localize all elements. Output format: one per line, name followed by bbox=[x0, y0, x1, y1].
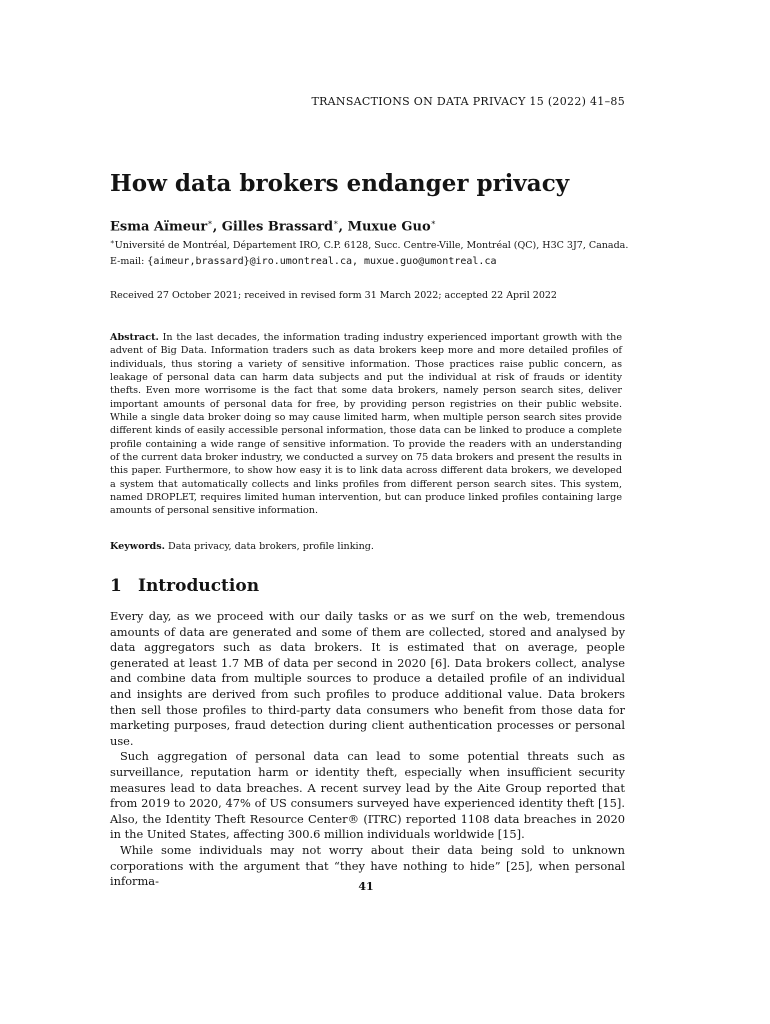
page-number: 41 bbox=[358, 880, 374, 893]
journal-header: TRANSACTIONS ON DATA PRIVACY 15 (2022) 41–85 bbox=[311, 95, 625, 108]
section-number: 1 bbox=[110, 576, 122, 596]
affiliation-mark: ∗ bbox=[207, 218, 213, 227]
section-heading bbox=[110, 576, 259, 596]
keywords-text: Data privacy, data brokers, profile linking. bbox=[164, 541, 374, 552]
affiliation: ∗Université de Montréal, Département IRO, C.P. 6128, Succ. Centre-Ville, Montréal (QC), H3C 3J7, Canada. bbox=[110, 238, 629, 252]
abstract-text: In the last decades, the information trading industry experienced important growth with the advent of Big Data. Information traders such as data brokers keep more and more detailed profiles of individuals, thus storing a variety of sensitive information. Those practices raise public concern, as leakage of personal data can harm data subjects and put the individual at risk of frauds or identity thefts. Even more worrisome is the fact that some data brokers, namely person search sites, deliver important amounts of personal data for free, by providing person registries on their public website. While a single data broker doing so may cause limited harm, when multiple person search sites provide different kinds of easily accessible personal information, those data can be linked to produce a complete profile containing a wide range of sensitive information. To provide the readers with an understanding of the current data broker industry, we conducted a survey on 75 data brokers and present the results in this paper. Furthermore, to show how easy it is to link data across different data brokers, we developed a system that automatically collects and links profiles from different person search sites. This system, named DROPLET, requires limited human intervention, but can produce linked profiles containing large amounts of personal sensitive information. bbox=[110, 332, 622, 517]
email-line: E-mail: {aimeur,brassard}@iro.umontreal.ca, muxue.guo@umontreal.ca bbox=[110, 256, 497, 267]
email-addresses[interactable]: {aimeur,brassard}@iro.umontreal.ca, muxue.guo@umontreal.ca bbox=[147, 256, 497, 267]
paragraph: Such aggregation of personal data can lead to some potential threats such as surveillance, reputation harm or identity theft, especially when insufficient security measures lead to data breaches. A recent survey lead by the Aite Group reported that from 2019 to 2020, 47% of US consumers surveyed have experienced identity theft [15]. Also, the Identity Theft Resource Center® (ITRC) reported 1108 data breaches in 2020 in the United States, affecting 300.6 million individuals worldwide [15]. bbox=[110, 749, 625, 842]
keywords bbox=[110, 541, 622, 552]
paragraph: Every day, as we proceed with our daily tasks or as we surf on the web, tremendous amounts of data are generated and some of them are collected, stored and analysed by data aggregators such as data brokers. It is estimated that on average, people generated at least 1.7 MB of data per second in 2020 [6]. Data brokers collect, analyse and combine data from multiple sources to produce a detailed profile of an individual and insights are derived from such profiles to produce additional value. Data brokers then sell those profiles to third-party data consumers who benefit from those data for marketing purposes, fraud detection during client authentication processes or personal use. bbox=[110, 609, 625, 748]
affiliation-mark: ∗ bbox=[430, 218, 437, 227]
author-list: Esma Aïmeur∗, Gilles Brassard∗, Muxue Guo∗ bbox=[110, 218, 437, 235]
affiliation-mark: ∗ bbox=[333, 218, 339, 227]
paper-title: How data brokers endanger privacy bbox=[110, 170, 570, 197]
received-dates: Received 27 October 2021; received in revised form 31 March 2022; accepted 22 April 2022 bbox=[110, 290, 557, 301]
keywords-label: Keywords. bbox=[110, 541, 165, 552]
author-name: Muxue Guo bbox=[347, 219, 431, 235]
abstract-label: Abstract. bbox=[110, 332, 159, 343]
author-name: Gilles Brassard bbox=[221, 219, 334, 235]
section-title: Introduction bbox=[138, 576, 260, 596]
body-text bbox=[110, 609, 625, 890]
abstract bbox=[110, 331, 622, 518]
paragraph: While some individuals may not worry about their data being sold to unknown corporations with the argument that “they have nothing to hide” [25], when personal informa- bbox=[110, 842, 625, 889]
author-name: Esma Aïmeur bbox=[110, 219, 208, 235]
